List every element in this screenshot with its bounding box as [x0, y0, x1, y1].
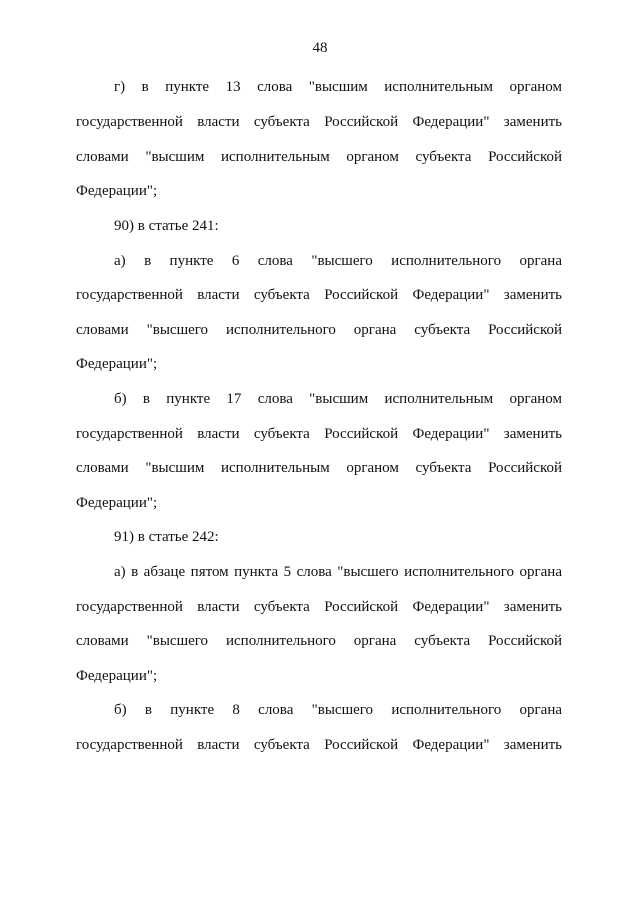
text-line: государственной власти субъекта Российской Федерации" заменить	[76, 114, 562, 130]
text-line: государственной власти субъекта Российской Федерации" заменить	[76, 287, 562, 303]
text-line: словами "высшим исполнительным органом субъекта Российской	[76, 460, 562, 476]
text-line: государственной власти субъекта Российской Федерации" заменить	[76, 599, 562, 615]
text-line: словами "высшего исполнительного органа субъекта Российской	[76, 633, 562, 649]
text-line: 91) в статье 242:	[114, 529, 219, 545]
text-line: а) в пункте 6 слова "высшего исполнительного органа	[114, 253, 562, 269]
text-line: словами "высшим исполнительным органом субъекта Российской	[76, 149, 562, 165]
page-number: 48	[312, 40, 328, 56]
text-line: 90) в статье 241:	[114, 218, 219, 234]
text-line: государственной власти субъекта Российской Федерации" заменить	[76, 426, 562, 442]
text-line: б) в пункте 17 слова "высшим исполнительным органом	[114, 391, 562, 407]
text-line: Федерации";	[76, 495, 158, 511]
text-line: государственной власти субъекта Российской Федерации" заменить	[76, 737, 562, 753]
text-line: словами "высшего исполнительного органа субъекта Российской	[76, 322, 562, 338]
text-line: г) в пункте 13 слова "высшим исполнительным органом	[114, 79, 562, 95]
text-line: Федерации";	[76, 668, 158, 684]
text-line: а) в абзаце пятом пункта 5 слова "высшего исполнительного органа	[114, 564, 562, 580]
text-line: Федерации";	[76, 183, 158, 199]
text-line: б) в пункте 8 слова "высшего исполнительного органа	[114, 702, 562, 718]
text-line: Федерации";	[76, 356, 158, 372]
